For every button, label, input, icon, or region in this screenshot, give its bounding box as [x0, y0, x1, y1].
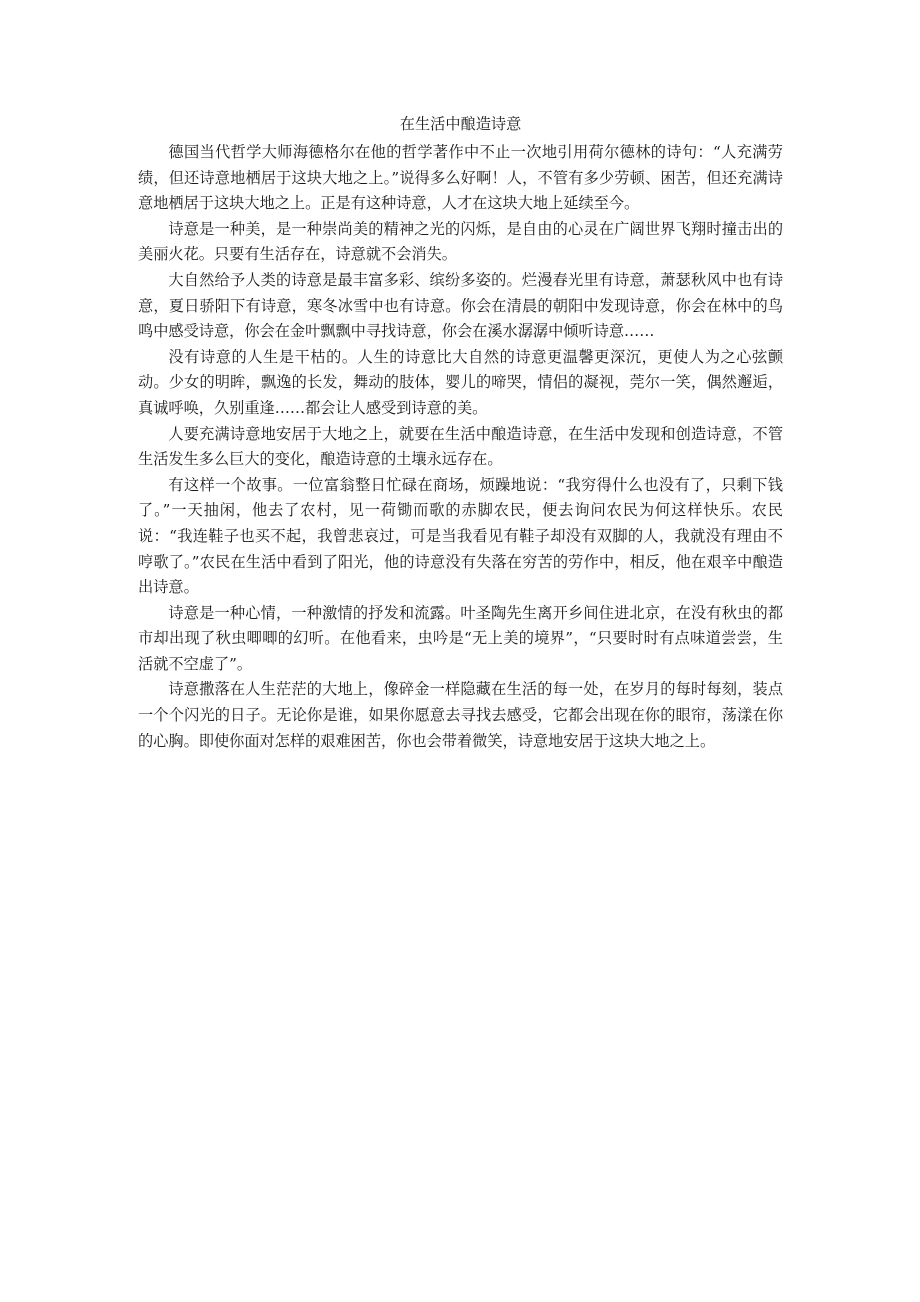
article	[138, 112, 783, 754]
paragraph-2: 诗意是一种美，是一种崇尚美的精神之光的闪烁，是自由的心灵在广阔世界飞翔时撞击出的美丽火花。只要有生活存在，诗意就不会消失。	[138, 219, 783, 264]
paragraph-6: 有这样一个故事。一位富翁整日忙碌在商场，烦躁地说：“我穷得什么也没有了，只剩下钱了。”一天抽闲，他去了农村，见一荷锄而歌的赤脚农民，便去询问农民为何这样快乐。农民说：“我连鞋子也买不起，我曾悲哀过，可是当我看见有鞋子却没有双脚的人，我就没有理由不哼歌了。”农民在生活中看到了阳光，他的诗意没有失落在穷苦的劳作中，相反，他在艰辛中酿造出诗意。	[138, 475, 783, 597]
article-title: 在生活中酿造诗意	[399, 115, 522, 133]
paragraph-1: 德国当代哲学大师海德格尔在他的哲学著作中不止一次地引用荷尔德林的诗句：“人充满劳绩，但还诗意地栖居于这块大地之上。”说得多么好啊！人，不管有多少劳顿、困苦，但还充满诗意地栖居于这块大地之上。正是有这种诗意，人才在这块大地上延续至今。	[138, 143, 783, 213]
paragraph-3: 大自然给予人类的诗意是最丰富多彩、缤纷多姿的。烂漫春光里有诗意，萧瑟秋风中也有诗意，夏日骄阳下有诗意，寒冬冰雪中也有诗意。你会在清晨的朝阳中发现诗意，你会在林中的鸟鸣中感受诗意，你会在金叶飘飘中寻找诗意，你会在溪水潺潺中倾听诗意……	[138, 270, 783, 341]
paragraph-5: 人要充满诗意地安居于大地之上，就要在生活中酿造诗意，在生活中发现和创造诗意，不管生活发生多么巨大的变化，酿造诗意的土壤永远存在。	[138, 424, 783, 469]
paragraph-4: 没有诗意的人生是干枯的。人生的诗意比大自然的诗意更温馨更深沉，更使人为之心弦颤动。少女的明眸，飘逸的长发，舞动的肢体，婴儿的啼哭，情侣的凝视，莞尔一笑，偶然邂逅，真诚呼唤，久别重逢……都会让人感受到诗意的美。	[138, 347, 783, 417]
paragraph-8: 诗意撒落在人生茫茫的大地上，像碎金一样隐藏在生活的每一处，在岁月的每时每刻，装点一个个闪光的日子。无论你是谁，如果你愿意去寻找去感受，它都会出现在你的眼帘，荡漾在你的心胸。即使你面对怎样的艰难困苦，你也会带着微笑，诗意地安居于这块大地之上。	[138, 680, 783, 750]
paragraph-7: 诗意是一种心情，一种激情的抒发和流露。叶圣陶先生离开乡间住进北京，在没有秋虫的都市却出现了秋虫唧唧的幻听。在他看来，虫吟是“无上美的境界”，“只要时时有点味道尝尝，生活就不空虚了”。	[138, 603, 783, 673]
